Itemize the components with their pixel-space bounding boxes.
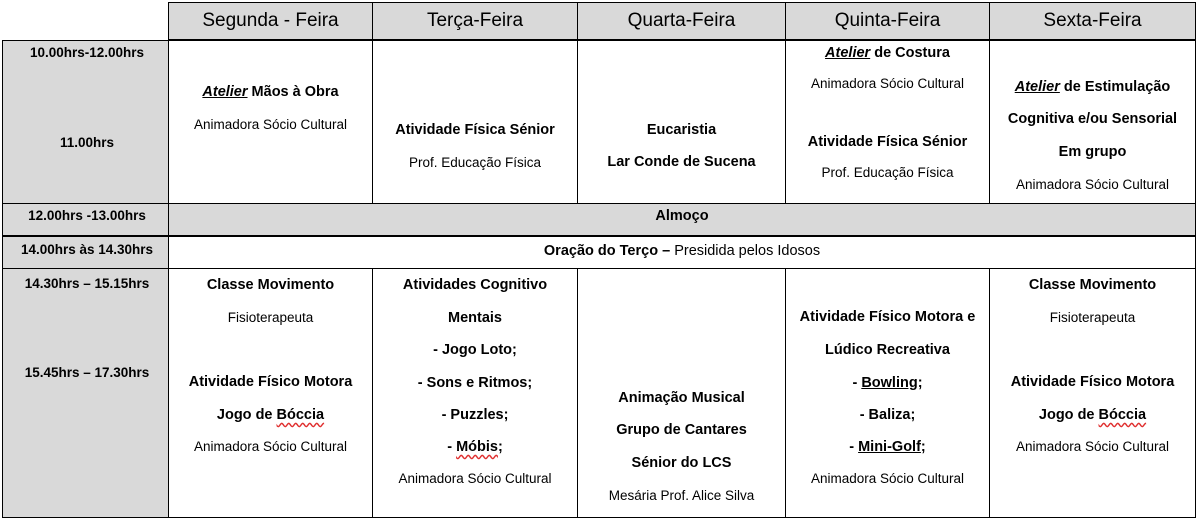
lunch-row xyxy=(168,203,1196,236)
activity-title: Eucaristia xyxy=(646,122,717,138)
activity-staff: Mesária Prof. Alice Silva xyxy=(608,488,755,503)
time-label: 14.30hrs – 15.15hrs xyxy=(24,276,150,291)
header-day-label: Quinta-Feira xyxy=(834,10,941,31)
header-day-monday xyxy=(168,2,373,40)
activity-title xyxy=(990,79,1195,95)
list-item-word: Mini-Golf xyxy=(858,439,921,455)
activity-list-item: - Sons e Ritmos; xyxy=(417,375,533,391)
time-label: 10.00hrs-12.00hrs xyxy=(29,45,145,60)
header-day-label: Sexta-Feira xyxy=(1043,10,1142,31)
list-item-word: Móbis xyxy=(456,439,498,455)
activity-monday-morning xyxy=(168,40,373,204)
activity-tuesday-afternoon xyxy=(372,268,578,518)
header-day-tuesday xyxy=(372,2,578,40)
activity-title: Grupo de Cantares xyxy=(616,422,747,438)
atelier-label: Atelier xyxy=(202,84,248,100)
activity-list-item: - Puzzles; xyxy=(441,407,509,423)
list-item-suffix: ; xyxy=(497,439,503,455)
activity-title-rest: de Costura xyxy=(870,45,950,61)
activity-staff: Animadora Sócio Cultural xyxy=(193,117,348,132)
activity-title: Animação Musical xyxy=(618,390,745,406)
game-prefix: Jogo de xyxy=(216,407,277,423)
activity-tuesday-morning xyxy=(372,40,578,204)
prayer-row xyxy=(168,236,1196,269)
list-item-prefix: - xyxy=(447,439,457,455)
activity-title-rest: de Estimulação xyxy=(1059,79,1171,95)
activity-list-item xyxy=(373,439,577,455)
activity-title: Cognitiva e/ou Sensorial xyxy=(1007,111,1178,127)
list-item-suffix: ; xyxy=(917,375,923,391)
time-label: 12.00hrs -13.00hrs xyxy=(28,208,146,223)
activity-staff: Animadora Sócio Cultural xyxy=(398,471,552,486)
time-label: 14.00hrs às 14.30hrs xyxy=(20,242,154,257)
activity-title: Atividade Físico Motora e xyxy=(799,309,976,325)
activity-staff: Animadora Sócio Cultural xyxy=(810,76,965,91)
activity-wednesday-afternoon xyxy=(577,268,786,518)
activity-friday-morning xyxy=(989,40,1196,204)
activity-location: Lar Conde de Sucena xyxy=(607,154,756,170)
time-label: 15.45hrs – 17.30hrs xyxy=(24,365,150,380)
activity-title: Atividade Física Sénior xyxy=(807,134,968,150)
header-day-friday xyxy=(989,2,1196,40)
activity-list-item: - Jogo Loto; xyxy=(433,342,517,358)
activity-staff: Prof. Educação Física xyxy=(821,165,954,180)
time-cell-morning xyxy=(2,40,169,204)
activity-title: Atividade Física Sénior xyxy=(395,122,555,138)
list-item-suffix: ; xyxy=(920,439,926,455)
header-day-label: Quarta-Feira xyxy=(627,10,736,31)
activity-list-item xyxy=(786,375,989,391)
activity-title: Atividade Físico Motora xyxy=(188,374,353,390)
activity-title xyxy=(169,84,372,100)
header-day-label: Segunda - Feira xyxy=(202,10,339,31)
activity-wednesday-morning xyxy=(577,40,786,204)
activity-title: Lúdico Recreativa xyxy=(825,342,950,358)
activity-staff: Fisioterapeuta xyxy=(227,310,314,325)
game-name: Bóccia xyxy=(276,407,325,423)
list-item-prefix: - xyxy=(852,375,862,391)
activity-title xyxy=(786,45,989,61)
activity-staff: Prof. Educação Física xyxy=(408,155,542,170)
game-name: Bóccia xyxy=(1098,407,1147,423)
activity-staff: Fisioterapeuta xyxy=(1049,310,1136,325)
atelier-label: Atelier xyxy=(1014,79,1060,95)
list-item-prefix: - xyxy=(849,439,859,455)
activity-title: Atividade Físico Motora xyxy=(1010,374,1175,390)
atelier-label: Atelier xyxy=(825,45,871,61)
activity-staff: Animadora Sócio Cultural xyxy=(193,439,348,454)
activity-title-rest: Mãos à Obra xyxy=(247,84,339,100)
header-day-thursday xyxy=(785,2,990,40)
activity-staff: Animadora Sócio Cultural xyxy=(1015,439,1170,454)
time-cell-afternoon xyxy=(2,268,169,518)
activity-staff: Animadora Sócio Cultural xyxy=(1015,177,1170,192)
time-cell-lunch xyxy=(2,203,169,236)
activity-title: Atividades Cognitivo xyxy=(402,277,548,293)
activity-title: Mentais xyxy=(448,310,502,326)
activity-subtitle xyxy=(169,407,372,423)
prayer-description: Presidida pelos Idosos xyxy=(674,243,821,259)
activity-list-item xyxy=(786,439,989,455)
header-day-wednesday xyxy=(577,2,786,40)
time-cell-prayer xyxy=(2,236,169,269)
activity-title: Classe Movimento xyxy=(1028,277,1157,293)
activity-title: Sénior do LCS xyxy=(631,455,732,471)
activity-monday-afternoon xyxy=(168,268,373,518)
activity-list-item: - Baliza; xyxy=(859,407,916,423)
lunch-label: Almoço xyxy=(655,208,709,224)
time-label: 11.00hrs xyxy=(59,135,115,150)
activity-staff: Animadora Sócio Cultural xyxy=(810,471,965,486)
prayer-title: Oração do Terço – xyxy=(543,243,675,259)
list-item-word: Bowling xyxy=(861,375,918,391)
activity-friday-afternoon xyxy=(989,268,1196,518)
activity-thursday-morning xyxy=(785,40,990,204)
activity-title: Classe Movimento xyxy=(206,277,335,293)
header-day-label: Terça-Feira xyxy=(426,10,524,31)
activity-subtitle xyxy=(990,407,1195,423)
activity-thursday-afternoon xyxy=(785,268,990,518)
activity-title: Em grupo xyxy=(1058,144,1127,160)
prayer-text xyxy=(169,242,1195,260)
game-prefix: Jogo de xyxy=(1038,407,1099,423)
